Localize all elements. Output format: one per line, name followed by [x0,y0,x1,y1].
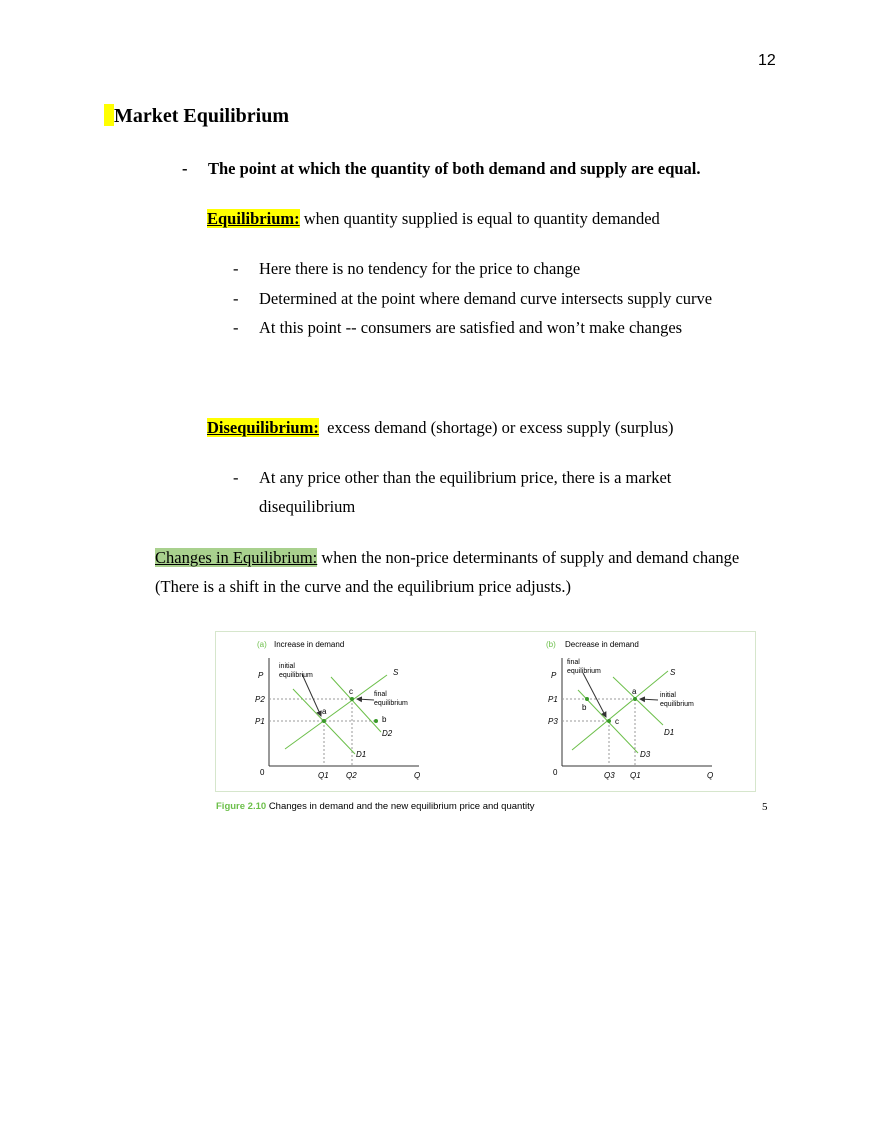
arrow-initial [640,699,658,700]
figure-label: 0 [553,768,558,777]
figure-label: D1 [356,750,367,759]
point-a [322,719,326,723]
figure-label: initial [279,663,295,670]
main-point: - The point at which the quantity of both demand and supply are equal. [182,159,701,178]
figure-label: D2 [382,729,393,738]
panel-b-title: Decrease in demand [565,640,639,649]
supply-curve-s [285,675,387,749]
caption-text: Changes in demand and the new equilibrium price and quantity [268,801,535,812]
point-a [633,697,637,701]
bullet: - At this point -- consumers are satisfied and won’t make changes [233,318,683,337]
figure-label: Q1 [318,771,329,780]
term: Changes in Equilibrium: [155,548,318,567]
definition: when quantity supplied is equal to quantity demanded [299,209,660,228]
figure-label: Q3 [604,771,615,780]
figure-label: P [551,671,557,680]
panel-a [255,640,420,780]
point-c [350,697,354,701]
figure-label: Q [414,771,421,780]
heading-text: Market Equilibrium [114,105,290,127]
main-point-text: The point at which the quantity of both demand and supply are equal. [208,159,701,178]
term: Equilibrium: [207,209,300,228]
figure-label: a [322,707,327,716]
figure-label: b [582,703,587,712]
figure-label: S [393,668,399,677]
bullet: - At any price other than the equilibrium price, there is a market [233,468,672,487]
figure-label: S [670,668,676,677]
figure-label: equilibrium [374,700,408,707]
figure-caption [216,801,534,812]
figure-label: a [632,687,637,696]
figure-label: P1 [255,717,265,726]
figure-label: equilibrium [279,672,313,679]
figure-label: D3 [640,750,651,759]
figure-label: equilibrium [660,701,694,708]
point-b [585,697,589,701]
panel-a-tag: (a) [257,640,267,649]
figure-label: c [349,687,353,696]
bullet-text: At any price other than the equilibrium price, there is a market [259,468,672,487]
point-c [607,719,611,723]
figure-label: equilibrium [567,668,601,675]
bullet: - Here there is no tendency for the price to change [233,259,581,278]
figure-label: P2 [255,695,265,704]
figure-label: 0 [260,768,265,777]
figure-label: P1 [548,695,558,704]
definition: when the non-price determinants of supply and demand change [317,548,740,567]
slide-number: 5 [762,801,768,813]
bullet-text: Here there is no tendency for the price to change [259,259,581,278]
figure-label: Q2 [346,771,357,780]
term: Disequilibrium: [207,418,319,437]
point-b [374,719,378,723]
panel-a-title: Increase in demand [274,640,345,649]
panel-b-tag: (b) [546,640,556,649]
arrow-initial [302,674,321,716]
figure-label: P [258,671,264,680]
guide-lines [562,699,635,766]
figure-label: c [615,717,619,726]
figure-label: initial [660,692,676,699]
figure-label: final [567,659,580,666]
page-number: 12 [758,52,776,69]
figure-label: D1 [664,728,675,737]
arrow-final [357,699,374,700]
figure-label: P3 [548,717,558,726]
panel-b [546,640,713,780]
definition: excess demand (shortage) or excess supply (surplus) [327,418,674,437]
bullet-text: At this point -- consumers are satisfied and won’t make changes [259,318,683,337]
caption-label: Figure 2.10 [216,801,267,812]
bullet: - Determined at the point where demand curve intersects supply curve [233,289,713,308]
bullet-continued: disequilibrium [259,497,356,516]
changes-line2: (There is a shift in the curve and the equilibrium price adjusts.) [155,577,572,596]
figure-label: b [382,715,387,724]
demand-curve-d1 [613,677,663,725]
figure-label: Q [707,771,714,780]
figure-label: Q1 [630,771,641,780]
figure-label: final [374,691,387,698]
bullet-text: Determined at the point where demand curve intersects supply curve [259,289,713,308]
